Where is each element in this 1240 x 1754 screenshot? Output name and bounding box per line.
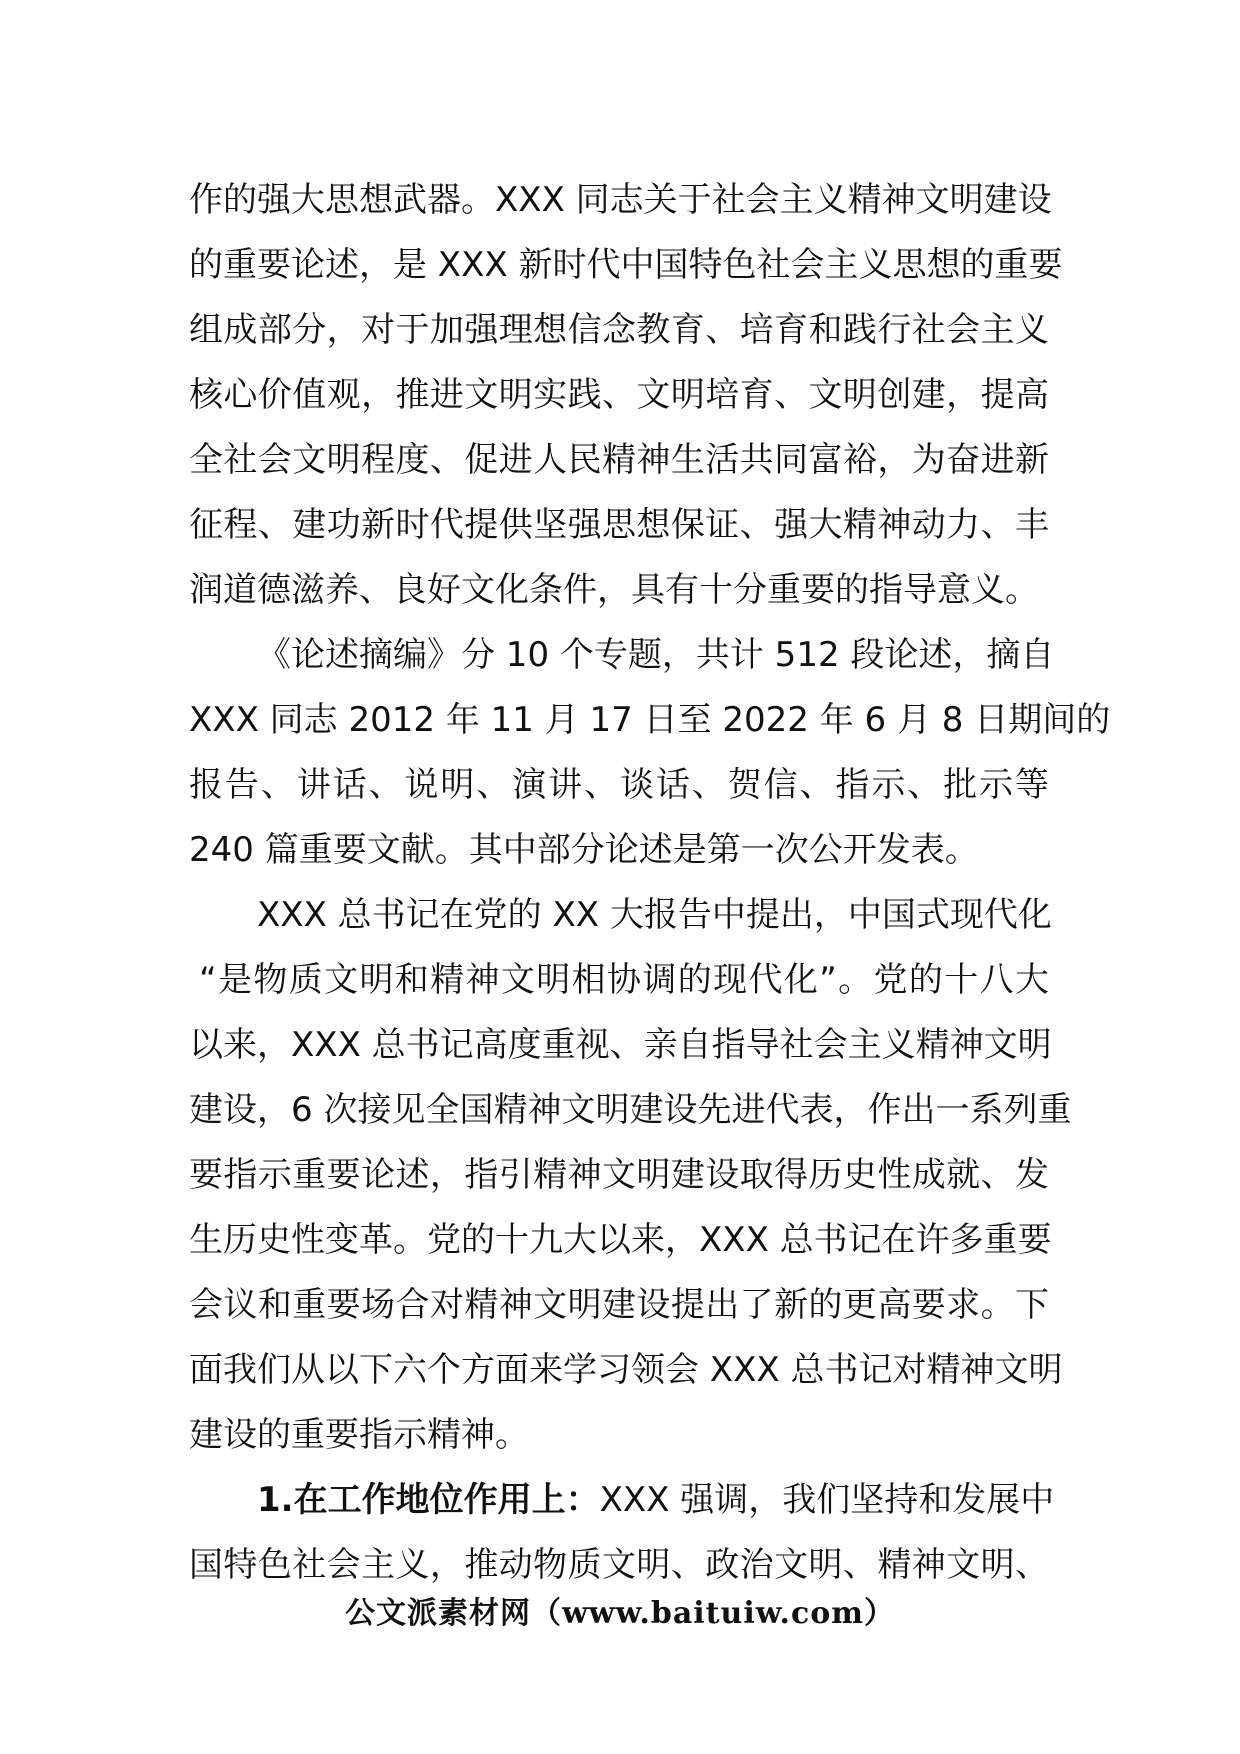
text-line: 《论述摘编》分 10 个专题，共计 512 段论述，摘自: [257, 635, 1055, 675]
text-line: 建设，6 次接见全国精神文明建设先进代表，作出一系列重: [189, 1090, 1072, 1130]
text-line: 要指示重要论述，指引精神文明建设取得历史性成就、发: [189, 1155, 1049, 1195]
text-line: 面我们从以下六个方面来学习领会 XXX 总书记对精神文明: [189, 1350, 1063, 1390]
text-line: 生历史性变革。党的十九大以来，XXX 总书记在许多重要: [189, 1220, 1052, 1260]
document-body: [189, 168, 1111, 1598]
text-line: 国特色社会主义，推动物质文明、政治文明、精神文明、: [189, 1545, 1049, 1585]
text-line: XXX 总书记在党的 XX 大报告中提出，中国式现代化: [257, 895, 1052, 935]
text-line: XXX 同志 2012 年 11 月 17 日至 2022 年 6 月 8 日期间的: [189, 700, 1111, 740]
text-line: 润道德滋养、良好文化条件，具有十分重要的指导意义。: [189, 570, 1039, 610]
text-line: 作的强大思想武器。XXX 同志关于社会主义精神文明建设: [189, 180, 1052, 220]
text-line: 全社会文明程度、促进人民精神生活共同富裕，为奋进新: [189, 440, 1049, 480]
text-line: 建设的重要指示精神。: [189, 1415, 529, 1455]
text-line: 报告、讲话、说明、演讲、谈话、贺信、指示、批示等: [189, 765, 1049, 805]
text-line: 的重要论述，是 XXX 新时代中国特色社会主义思想的重要: [189, 245, 1063, 285]
text-line: 核心价值观，推进文明实践、文明培育、文明创建，提高: [189, 375, 1049, 415]
paragraph-1: [189, 168, 1063, 623]
text-line: 会议和重要场合对精神文明建设提出了新的更高要求。下: [189, 1285, 1049, 1325]
text-line: [189, 1468, 1055, 1533]
section-heading-rest: XXX 强调，我们坚持和发展中: [599, 1480, 1055, 1520]
text-line: 以来，XXX 总书记高度重视、亲自指导社会主义精神文明: [189, 1025, 1052, 1065]
footer-watermark: 公文派素材网（www.baituiw.com）: [344, 1596, 896, 1631]
text-line: 组成部分，对于加强理想信念教育、培育和践行社会主义: [189, 310, 1049, 350]
section-heading: 1.在工作地位作用上：: [257, 1480, 600, 1520]
paragraph-2: [189, 623, 1111, 883]
text-line: 240 篇重要文献。其中部分论述是第一次公开发表。: [189, 830, 979, 870]
paragraph-3: [189, 883, 1072, 1468]
paragraph-4: [189, 1468, 1055, 1598]
text-line: 征程、建功新时代提供坚强思想保证、强大精神动力、丰: [189, 505, 1049, 545]
text-line: “是物质文明和精神文明相协调的现代化”。党的十八大: [199, 960, 1049, 1000]
